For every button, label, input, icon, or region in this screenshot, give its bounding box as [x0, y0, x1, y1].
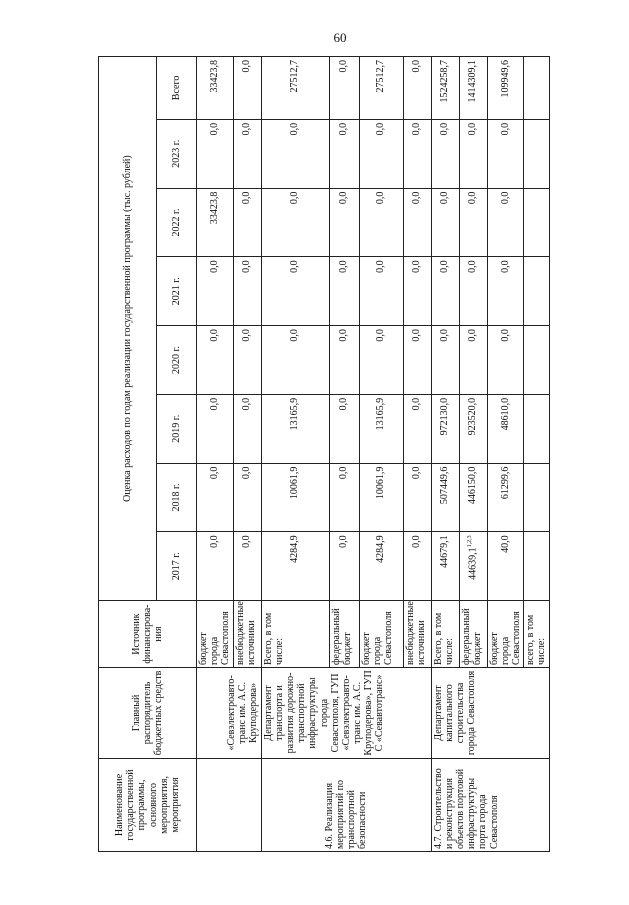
source-cell: федеральный бюджет: [329, 601, 359, 668]
value-cell: 0,0: [359, 257, 403, 326]
value-cell: 0,0: [329, 326, 359, 395]
header-year: 2019 г.: [157, 394, 197, 463]
value-cell: 0,0: [233, 394, 261, 463]
source-cell: федеральный бюджет: [459, 601, 487, 668]
value-cell: 0,0: [197, 257, 234, 326]
value-cell: 0,0: [233, 57, 261, 120]
value-cell: 0,0: [329, 188, 359, 257]
value-cell: 0,0: [359, 119, 403, 188]
value-cell: 0,0: [261, 326, 329, 395]
source-cell: внебюджетные источники: [403, 601, 431, 668]
value-cell: 0,0: [197, 463, 234, 532]
value-cell: 0,0: [197, 532, 234, 601]
value-cell: [524, 463, 549, 532]
value-cell: 0,0: [403, 257, 431, 326]
manager-cell: «Севэлектроавто-транс им. А.С. Круподерова»: [197, 667, 262, 758]
value-cell: 0,0: [261, 119, 329, 188]
value-cell: 0,0: [487, 188, 524, 257]
value-cell: [524, 119, 549, 188]
value-cell: 0,0: [403, 326, 431, 395]
name-cell: [197, 758, 262, 851]
value-cell: 0,0: [233, 119, 261, 188]
value-cell: 0,0: [261, 188, 329, 257]
source-cell: бюджет города Севастополя: [197, 601, 234, 668]
budget-table: [98, 56, 550, 852]
value-cell: 0,0: [487, 326, 524, 395]
header-year: 2021 г.: [157, 257, 197, 326]
header-year: 2023 г.: [157, 119, 197, 188]
value-cell: 4284,9: [261, 532, 329, 601]
value-text: 44639,1: [467, 547, 479, 580]
value-cell: 0,0: [233, 188, 261, 257]
value-cell: 1524258,7: [431, 57, 459, 120]
value-cell: 0,0: [403, 57, 431, 120]
value-cell: 13165,9: [359, 394, 403, 463]
value-cell: [524, 188, 549, 257]
header-total: Всего: [157, 57, 197, 120]
value-cell: 33423,8: [197, 188, 234, 257]
rotated-table-wrapper: [98, 56, 548, 852]
value-cell: 0,0: [459, 119, 487, 188]
value-cell: 972130,0: [431, 394, 459, 463]
value-cell: [524, 532, 549, 601]
header-estimate: Оценка расходов по годам реализации государственной программы (тыс. рублей): [99, 57, 157, 601]
header-year: 2020 г.: [157, 326, 197, 395]
value-cell: 61299,6: [487, 463, 524, 532]
header-year: 2017 г.: [157, 532, 197, 601]
value-cell: [524, 257, 549, 326]
value-cell: 0,0: [233, 463, 261, 532]
source-cell: Всего, в том числе:: [431, 601, 459, 668]
value-cell: 1414309,1: [459, 57, 487, 120]
value-cell: 0,0: [329, 119, 359, 188]
value-cell: 33423,8: [197, 57, 234, 120]
value-cell: 10061,9: [261, 463, 329, 532]
name-cell: 4.7. Строительство и реконструкция объектов портовой инфраструктуры порта города Севастополя: [431, 758, 549, 851]
value-cell: 0,0: [403, 532, 431, 601]
value-cell: 0,0: [197, 119, 234, 188]
name-cell: 4.6. Реализация мероприятий по транспортной безопасности: [261, 758, 431, 851]
header-manager: Главный распорядитель бюджетных средств: [99, 667, 197, 758]
value-cell: 10061,9: [359, 463, 403, 532]
value-cell: 0,0: [459, 188, 487, 257]
value-cell: 0,0: [197, 394, 234, 463]
value-cell: 0,0: [233, 326, 261, 395]
value-cell: 0,0: [459, 326, 487, 395]
source-cell: Всего, в том числе:: [261, 601, 329, 668]
source-cell: всего, в том числе:: [524, 601, 549, 668]
value-cell: 0,0: [403, 119, 431, 188]
table-row: [197, 57, 234, 852]
value-cell: 0,0: [329, 463, 359, 532]
source-cell: бюджет города Севастополя: [487, 601, 524, 668]
value-cell: 0,0: [329, 532, 359, 601]
value-cell: [524, 394, 549, 463]
manager-cell: Департамент капитального строительства города Севастополя: [431, 667, 549, 758]
table-row: [431, 57, 459, 852]
page-number: 60: [333, 30, 347, 45]
footnote-mark: 1,2,3: [467, 535, 474, 548]
value-cell: 4284,9: [359, 532, 403, 601]
value-cell: 0,0: [329, 57, 359, 120]
table-row: [261, 57, 329, 852]
value-cell: 446150,0: [459, 463, 487, 532]
value-cell: 507449,6: [431, 463, 459, 532]
value-cell: 0,0: [403, 463, 431, 532]
header-year: 2018 г.: [157, 463, 197, 532]
value-cell: 27512,7: [261, 57, 329, 120]
value-cell: 0,0: [197, 326, 234, 395]
value-cell: 0,0: [233, 532, 261, 601]
header-name: Наименование государственной программы, основного мероприятия, мероприятия: [99, 758, 197, 851]
value-cell: 0,0: [329, 257, 359, 326]
value-cell: 48610,0: [487, 394, 524, 463]
value-cell: 27512,7: [359, 57, 403, 120]
header-source: Источник финансирова-ния: [99, 601, 197, 668]
source-cell: внебюджетные источники: [233, 601, 261, 668]
value-cell: 0,0: [431, 326, 459, 395]
value-cell: [524, 326, 549, 395]
header-year: 2022 г.: [157, 188, 197, 257]
value-cell: 0,0: [233, 257, 261, 326]
value-cell: 0,0: [403, 394, 431, 463]
value-cell: 0,0: [431, 119, 459, 188]
value-cell: [524, 57, 549, 120]
manager-cell: Департамент транспорта и развития дорожно-транспортной инфраструктуры города Севастополя, ГУП «Севэлектроавто-транс им. А.С. Круподерова», ГУП С «Севавтотранс»: [261, 667, 431, 758]
value-cell: 0,0: [403, 188, 431, 257]
value-cell: 0,0: [431, 257, 459, 326]
value-cell: 923520,0: [459, 394, 487, 463]
value-cell: 0,0: [487, 119, 524, 188]
value-cell: 0,0: [359, 326, 403, 395]
value-cell: 0,0: [487, 257, 524, 326]
value-cell: 44679,1: [431, 532, 459, 601]
value-cell: 0,0: [329, 394, 359, 463]
value-cell: 0,0: [431, 188, 459, 257]
value-cell: 0,0: [459, 257, 487, 326]
source-cell: бюджет города Севастополя: [359, 601, 403, 668]
value-cell: 109949,6: [487, 57, 524, 120]
value-cell: 0,0: [261, 257, 329, 326]
rotated-table-area: [98, 56, 548, 852]
value-cell: [459, 532, 487, 601]
value-cell: 0,0: [359, 188, 403, 257]
value-cell: 13165,9: [261, 394, 329, 463]
value-cell: 40,0: [487, 532, 524, 601]
